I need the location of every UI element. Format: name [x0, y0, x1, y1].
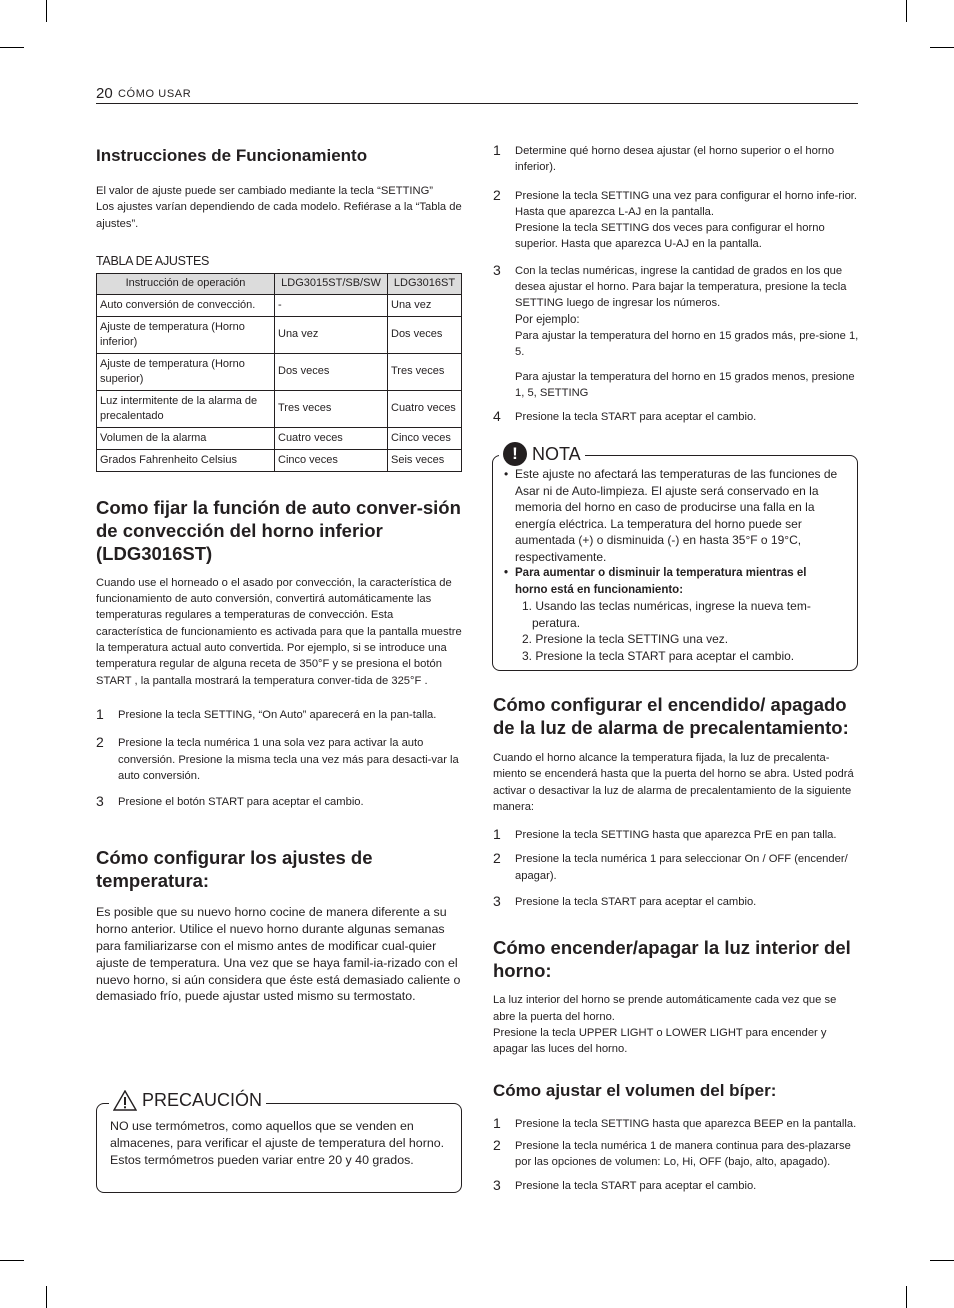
step-item: 2 Presione la tecla numérica 1 una sola vez para activar la auto conversión. Presione la misma tecla una vez más para desacti-var la auto conversión. — [96, 734, 459, 782]
crop-mark — [930, 47, 954, 48]
note-title-text: NOTA — [532, 443, 581, 464]
crop-mark — [46, 1286, 47, 1308]
caution-box — [96, 1090, 462, 1193]
section-title-light: Cómo encender/apagar la luz interior del horno: — [493, 937, 851, 982]
step-text: Presione la tecla SETTING hasta que aparezca BEEP en la pantalla. — [515, 1117, 857, 1130]
section-title-instructions: Instrucciones de Funcionamiento — [96, 146, 368, 165]
table-cell: Cinco veces — [275, 449, 388, 471]
section-title-preheat: Cómo configurar el encendido/ apagado de la luz de alarma de precalentamiento: — [493, 694, 849, 738]
right-column-lower — [493, 693, 859, 1195]
table-cell: Una vez — [275, 316, 388, 353]
caution-body: use termómetros, como aquellos que se venden en almacenes, para verificar el ajuste de temperatura del horno. Estos termómetros pueden variar entre 20 y 40 grados. — [110, 1119, 445, 1167]
paragraph: Es posible que su nuevo horno cocine de manera diferente a su horno anterior. Utilice el nuevo horno durante algunas semanas para familiarizarse con el mismo antes de modificar cual-quier ajuste de temperatura. Una vez que se haya famil-ia-rizado con el nuevo horno, si aún considera que éste está demasiado caliente o demasiado frío, puede ajustar usted mismo su termostato. — [96, 905, 461, 1004]
table-cell: Ajuste de temperatura (Horno inferior) — [97, 316, 275, 353]
section-title-temperature: Cómo configurar los ajustes de temperatura: — [96, 847, 373, 892]
section-title-beeper: Cómo ajustar el volumen del bíper: — [493, 1080, 777, 1100]
step-item: 1 Determine qué horno desea ajustar (el horno superior o el horno inferior). — [493, 142, 835, 174]
table-cell: Dos veces — [275, 353, 388, 390]
page-number: 20 — [96, 85, 113, 102]
table-cell: Una vez — [388, 294, 462, 316]
step-text: Presione la tecla numérica 1 de manera continua para des-plazarse por las opciones de volumen: Lo, Hi, OFF (bajo, alto, apagado). — [515, 1139, 851, 1169]
page-header — [96, 86, 858, 104]
step-item: 1 Presione la tecla SETTING, “On Auto” aparecerá en la pan-talla. — [96, 705, 437, 722]
crop-mark — [46, 0, 47, 22]
crop-mark — [930, 1260, 954, 1261]
table-cell: Grados Fahrenheito Celsius — [97, 449, 275, 471]
caution-no: NO — [110, 1119, 129, 1133]
step-text: Presione la tecla START para aceptar el cambio. — [515, 896, 757, 909]
table-cell: Seis veces — [388, 449, 462, 471]
step-text: Para ajustar la temperatura del horno en 15 grados más, pre-sione 1, 5. — [515, 329, 859, 359]
crop-mark — [906, 0, 907, 22]
caution-title — [109, 1090, 266, 1111]
step-text: Para ajustar la temperatura del horno en 15 grados menos, presione 1, 5, SETTING — [515, 370, 855, 399]
table-row — [97, 294, 462, 316]
step-text: Con la teclas numéricas, ingrese la cantidad de grados en los que desea ajustar el horno. Para bajar la temperatura, presione la tecla SETTING luego de ingresar los números. — [515, 264, 847, 310]
exclamation-icon: ! — [503, 442, 527, 466]
step-item: 1 Presione la tecla SETTING hasta que aparezca PrE en pan talla. — [493, 826, 837, 843]
table-cell: - — [275, 294, 388, 316]
step-item: 3 Presione la tecla START para aceptar el cambio. — [493, 893, 757, 910]
table-header: LDG3015ST/SB/SW — [275, 273, 388, 294]
note-bullet: • Este ajuste no afectará las temperaturas de las funciones de Asar ni de Auto-limpieza. El ajuste será conservado en la memoria del horno en caso de producirse una falla en la energía eléctrica. La temperatura del horno puede ser aumentada (+) o disminuida (-) en hasta 35°F o 19°C, respectivamente. — [501, 466, 841, 565]
note-content — [501, 466, 841, 664]
table-cell: Luz intermitente de la alarma de precalentado — [97, 390, 275, 427]
step-text: Presione la tecla numérica 1 para seleccionar On / OFF (encender/ apagar). — [515, 853, 848, 882]
step-text: Presione la tecla SETTING, “On Auto” aparecerá en la pan-talla. — [118, 708, 437, 721]
note-subitem: 3. Presione la tecla START para aceptar el cambio. — [522, 648, 795, 663]
table-row — [97, 427, 462, 449]
note-sublist — [501, 598, 841, 664]
step-item: 3 Presione el botón START para aceptar el cambio. — [96, 793, 364, 810]
table-title: TABLA DE AJUSTES — [96, 253, 210, 268]
table-header: Instrucción de operación — [97, 273, 275, 294]
step-text: Determine qué horno desea ajustar (el horno superior o el horno inferior). — [515, 145, 835, 174]
example-label: Por ejemplo: — [515, 313, 580, 326]
caution-title-text: PRECAUCIÓN — [142, 1090, 263, 1110]
step-text: Presione la tecla START para aceptar el cambio. — [515, 411, 757, 424]
table-cell: Ajuste de temperatura (Horno superior) — [97, 353, 275, 390]
crop-mark — [906, 1286, 907, 1308]
crop-mark — [0, 1260, 24, 1261]
step-item: 2 Presione la tecla SETTING una vez para configurar el horno infe-rior. Hasta que aparezca L-AJ en la pantalla. Presione la tecla SETTING dos veces para configurar el horno superior. Hasta que aparezca U-AJ en la pantalla. — [493, 188, 859, 253]
table-cell: Cuatro veces — [388, 390, 462, 427]
step-list — [96, 707, 462, 810]
paragraph: Los ajustes varían dependiendo de cada modelo. Refiérase a la “Tabla de ajustes”. — [96, 201, 462, 230]
table-row — [97, 316, 462, 353]
caution-text — [110, 1118, 450, 1168]
step-item: 3 Con la teclas numéricas, ingrese la cantidad de grados en los que desea ajustar el horno. Para bajar la temperatura, presione la tecla SETTING luego de ingresar los números. Por ejemplo: Para ajustar la temperatura del horno en 15 grados más, pre-sione 1, 5. Para ajustar la temperatura del horno en 15 grados menos, presione 1, 5, SETTING — [493, 263, 859, 401]
step-item: 3 Presione la tecla START para aceptar el cambio. — [493, 1177, 757, 1194]
table-cell: Auto conversión de convección. — [97, 294, 275, 316]
table-cell: Cinco veces — [388, 427, 462, 449]
warning-icon — [113, 1090, 137, 1111]
section-title-convection: Como fijar la función de auto conver-sión de convección del horno inferior (LDG3016ST) — [96, 496, 461, 564]
step-text: Presione la tecla START para aceptar el cambio. — [515, 1180, 757, 1193]
step-item: 2 Presione la tecla numérica 1 de manera continua para des-plazarse por las opciones de volumen: Lo, Hi, OFF (bajo, alto, apagado). — [493, 1136, 851, 1169]
section-name: CÓMO USAR — [118, 88, 192, 100]
note-box — [492, 443, 858, 671]
table-header: LDG3016ST — [388, 273, 462, 294]
crop-mark — [0, 47, 24, 48]
step-text: Presione la tecla SETTING dos veces para configurar el horno superior. Hasta que aparezca U-AJ en la pantalla. — [515, 222, 825, 251]
note-subitem: 1. Usando las teclas numéricas, ingrese la nueva tem-peratura. — [522, 599, 811, 630]
left-column — [96, 140, 462, 1005]
paragraph: Presione la tecla UPPER LIGHT o LOWER LIGHT para encender y apagar las luces del horno. — [493, 1026, 827, 1056]
table-cell: Volumen de la alarma — [97, 427, 275, 449]
step-text: Presione la tecla SETTING una vez para configurar el horno infe-rior. Hasta que aparezca L-AJ en la pantalla. — [515, 189, 858, 218]
paragraph: Cuando el horno alcance la temperatura fijada, la luz de precalenta-miento se encenderá hasta que la puerta del horno se abra. Usted podrá activar o desactivar la luz de alarma de precalentamiento de la siguiente manera: — [493, 752, 854, 813]
table-cell: Cuatro veces — [275, 427, 388, 449]
step-text: Presione la tecla numérica 1 una sola vez para activar la auto conversión. Presione la misma tecla una vez más para desacti-var la auto conversión. — [118, 737, 459, 782]
step-text: Presione la tecla SETTING hasta que aparezca PrE en pan talla. — [515, 829, 837, 842]
note-bullet: • Para aumentar o disminuir la temperatura mientras el horno está en funcionamiento: — [501, 565, 841, 598]
table-row — [97, 353, 462, 390]
table-cell: Tres veces — [388, 353, 462, 390]
table-row — [97, 449, 462, 471]
step-item: 1 Presione la tecla SETTING hasta que aparezca BEEP en la pantalla. — [493, 1114, 857, 1131]
settings-table — [96, 273, 462, 472]
step-item: 4 Presione la tecla START para aceptar el cambio. — [493, 408, 757, 425]
paragraph: El valor de ajuste puede ser cambiado mediante la tecla “SETTING” — [96, 185, 434, 197]
right-column — [493, 140, 859, 425]
note-title — [499, 442, 585, 466]
note-subitem: 2. Presione la tecla SETTING una vez. — [522, 632, 729, 646]
paragraph: Cuando use el horneado o el asado por convección, la característica de funcionamiento de auto conversión, convertirá automáticamente las temperaturas regulares a temperaturas de convección. Esta característica de funcionamiento es activada para que la pantalla muestre la temperatura actual auto convertida. Por ejemplo, si se introduce una temperatura regular de alguna receta de 350°F y se presiona el botón START , la pantalla mostrará la temperatura conver-tida de 325°F . — [96, 576, 462, 687]
table-cell: Dos veces — [388, 316, 462, 353]
step-text: Presione el botón START para aceptar el cambio. — [118, 796, 364, 809]
table-row — [97, 390, 462, 427]
paragraph: La luz interior del horno se prende automáticamente cada vez que se abre la puerta del horno. — [493, 994, 837, 1023]
step-item: 2 Presione la tecla numérica 1 para seleccionar On / OFF (encender/ apagar). — [493, 850, 848, 882]
table-cell: Tres veces — [275, 390, 388, 427]
